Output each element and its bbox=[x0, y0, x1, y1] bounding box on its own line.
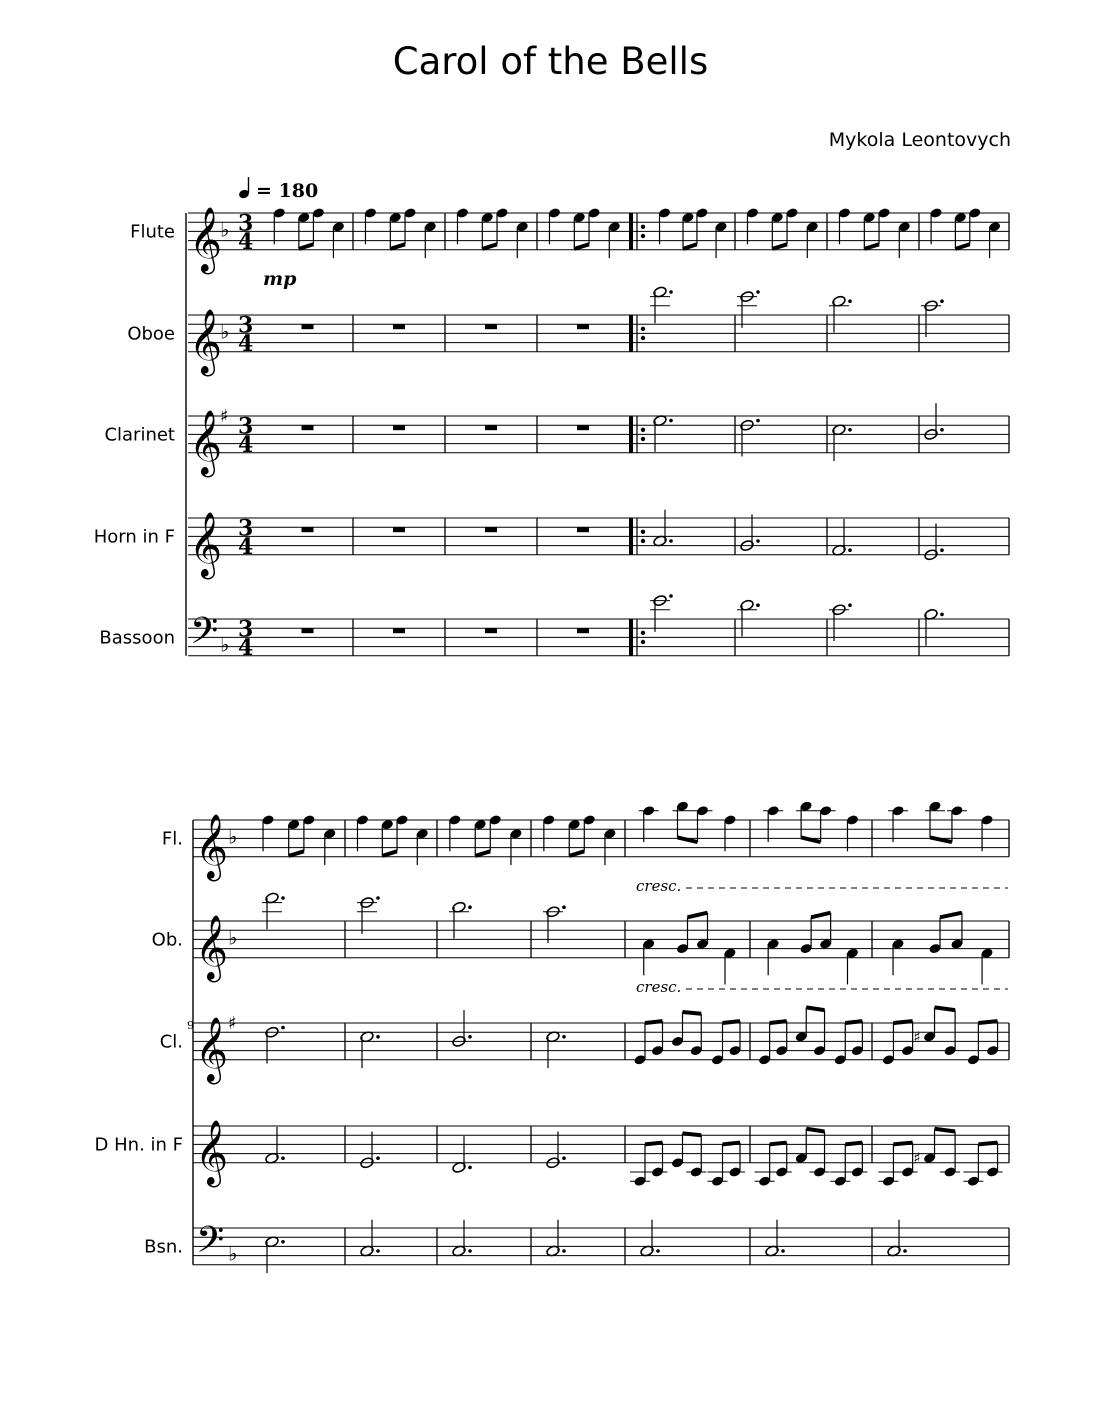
beam bbox=[645, 1021, 663, 1023]
augmentation-dot bbox=[376, 1035, 380, 1039]
beam bbox=[935, 1007, 956, 1010]
instrument-name: Oboe bbox=[127, 323, 175, 345]
augmentation-dot bbox=[562, 1156, 566, 1160]
instrument-name: D Hn. in F bbox=[94, 1134, 183, 1156]
tempo-marking bbox=[238, 177, 318, 202]
measure-rest bbox=[302, 324, 314, 329]
accidental: ♯ bbox=[913, 1149, 921, 1168]
treble-clef: 𝄞 bbox=[189, 511, 223, 577]
beam bbox=[645, 1143, 663, 1145]
beam bbox=[864, 244, 879, 249]
augmentation-dot bbox=[756, 419, 760, 423]
time-signature-bottom: 4 bbox=[238, 330, 254, 357]
beam bbox=[475, 851, 490, 856]
beam bbox=[893, 1143, 912, 1145]
augmentation-dot bbox=[940, 428, 944, 432]
repeat-barline bbox=[629, 213, 633, 250]
composer-name: Mykola Leontovych bbox=[828, 129, 1011, 151]
time-signature-bottom: 4 bbox=[238, 533, 254, 560]
instrument-name: Fl. bbox=[161, 828, 183, 850]
augmentation-dot bbox=[848, 299, 852, 303]
beam bbox=[770, 1143, 787, 1145]
repeat-barline bbox=[629, 619, 633, 656]
repeat-dot bbox=[641, 530, 645, 534]
bass-clef: 𝄢 bbox=[196, 1218, 225, 1270]
measure-rest bbox=[302, 628, 314, 633]
augmentation-dot bbox=[848, 603, 852, 607]
beam bbox=[574, 244, 589, 249]
repeat-dot bbox=[641, 428, 645, 432]
time-signature-top: 3 bbox=[238, 515, 254, 542]
augmentation-dot bbox=[562, 1249, 566, 1253]
instrument-name: Horn in F bbox=[93, 526, 175, 548]
measure-rest bbox=[393, 425, 405, 430]
augmentation-dot bbox=[468, 1249, 472, 1253]
augmentation-dot bbox=[281, 1026, 285, 1030]
repeat-dot bbox=[641, 327, 645, 331]
augmentation-dot bbox=[468, 1166, 472, 1170]
measure-rest bbox=[485, 527, 497, 532]
repeat-barline bbox=[629, 416, 633, 453]
augmentation-dot bbox=[281, 896, 285, 900]
instrument-name: Flute bbox=[130, 221, 175, 243]
augmentation-dot bbox=[468, 1035, 472, 1039]
beam bbox=[935, 1129, 956, 1132]
beam bbox=[683, 244, 697, 249]
beam bbox=[955, 244, 969, 249]
time-signature-top: 3 bbox=[238, 616, 254, 643]
beam bbox=[683, 1133, 702, 1135]
augmentation-dot bbox=[669, 594, 673, 598]
instrument-name: Bsn. bbox=[144, 1236, 183, 1258]
augmentation-dot bbox=[468, 905, 472, 909]
key-signature-flat: ♭ bbox=[220, 632, 230, 657]
time-signature-bottom: 4 bbox=[238, 431, 254, 458]
beam bbox=[806, 1007, 824, 1010]
tempo-text: = 180 bbox=[256, 180, 319, 202]
beam bbox=[482, 244, 497, 249]
beam bbox=[299, 244, 314, 249]
beam bbox=[723, 1143, 741, 1145]
measure-rest bbox=[577, 628, 589, 633]
treble-clef: 𝄞 bbox=[189, 409, 223, 475]
beam bbox=[770, 1021, 787, 1023]
augmentation-dot bbox=[756, 539, 760, 543]
repeat-dot bbox=[641, 336, 645, 340]
beam bbox=[772, 244, 787, 249]
key-signature-sharp: ♯ bbox=[228, 1013, 237, 1034]
dynamic-mp: mp bbox=[263, 268, 297, 290]
time-signature-bottom: 4 bbox=[238, 634, 254, 661]
key-signature-flat: ♭ bbox=[228, 1241, 238, 1266]
key-signature-flat: ♭ bbox=[220, 217, 230, 242]
beam bbox=[893, 1021, 912, 1023]
augmentation-dot bbox=[848, 428, 852, 432]
augmentation-dot bbox=[376, 1249, 380, 1253]
measure-rest bbox=[485, 425, 497, 430]
augmentation-dot bbox=[656, 1249, 660, 1253]
beam bbox=[940, 913, 962, 918]
augmentation-dot bbox=[562, 905, 566, 909]
repeat-dot bbox=[641, 437, 645, 441]
measure-rest bbox=[302, 527, 314, 532]
measure-rest bbox=[393, 527, 405, 532]
augmentation-dot bbox=[940, 613, 944, 617]
augmentation-dot bbox=[669, 539, 673, 543]
beam bbox=[683, 1012, 702, 1014]
cresc-oboe: cresc. bbox=[636, 877, 682, 895]
time-signature-bottom: 4 bbox=[238, 228, 254, 255]
measure-rest bbox=[393, 324, 405, 329]
augmentation-dot bbox=[281, 1156, 285, 1160]
repeat-dot bbox=[641, 640, 645, 644]
measure-number: 9 bbox=[187, 1019, 194, 1032]
key-signature-sharp: ♯ bbox=[220, 406, 229, 427]
beam bbox=[811, 913, 831, 918]
beam bbox=[289, 851, 304, 856]
beam bbox=[978, 1021, 997, 1023]
treble-clef: 𝄞 bbox=[195, 1016, 229, 1082]
beam bbox=[978, 1143, 997, 1145]
instrument-name: Bassoon bbox=[99, 627, 175, 649]
treble-clef: 𝄞 bbox=[195, 813, 229, 879]
repeat-dot bbox=[641, 225, 645, 229]
key-signature-flat: ♭ bbox=[228, 824, 238, 849]
augmentation-dot bbox=[848, 548, 852, 552]
accidental: ♯ bbox=[913, 1027, 921, 1046]
repeat-dot bbox=[641, 631, 645, 635]
score-title: Carol of the Bells bbox=[392, 40, 709, 83]
bass-clef: 𝄢 bbox=[190, 609, 219, 661]
augmentation-dot bbox=[756, 290, 760, 294]
beam bbox=[390, 244, 405, 249]
augmentation-dot bbox=[903, 1249, 907, 1253]
augmentation-dot bbox=[756, 603, 760, 607]
augmentation-dot bbox=[940, 548, 944, 552]
repeat-dot bbox=[641, 539, 645, 543]
augmentation-dot bbox=[940, 299, 944, 303]
repeat-barline bbox=[629, 315, 633, 352]
instrument-name: Clarinet bbox=[104, 424, 175, 446]
augmentation-dot bbox=[669, 290, 673, 294]
treble-clef: 𝄞 bbox=[189, 206, 223, 272]
instrument-name: Cl. bbox=[159, 1031, 183, 1053]
measure-rest bbox=[302, 425, 314, 430]
augmentation-dot bbox=[781, 1249, 785, 1253]
measure-rest bbox=[485, 324, 497, 329]
treble-clef: 𝄞 bbox=[195, 1119, 229, 1185]
augmentation-dot bbox=[281, 1240, 285, 1244]
beam bbox=[382, 851, 397, 856]
treble-clef: 𝄞 bbox=[195, 914, 229, 980]
repeat-dot bbox=[641, 234, 645, 238]
treble-clef: 𝄞 bbox=[189, 308, 223, 374]
measure-rest bbox=[577, 527, 589, 532]
measure-rest bbox=[485, 628, 497, 633]
augmentation-dot bbox=[562, 1035, 566, 1039]
measure-rest bbox=[393, 628, 405, 633]
time-signature-top: 3 bbox=[238, 312, 254, 339]
key-signature-flat: ♭ bbox=[228, 925, 238, 950]
augmentation-dot bbox=[669, 419, 673, 423]
beam bbox=[723, 1021, 741, 1023]
repeat-barline bbox=[629, 518, 633, 555]
measure-rest bbox=[577, 324, 589, 329]
augmentation-dot bbox=[376, 896, 380, 900]
time-signature-top: 3 bbox=[238, 210, 254, 237]
cresc-clarinet: cresc. bbox=[636, 978, 682, 996]
instrument-name: Ob. bbox=[151, 929, 183, 951]
beam bbox=[569, 851, 584, 856]
beam bbox=[806, 1129, 824, 1132]
beam bbox=[845, 1021, 862, 1023]
beam bbox=[688, 913, 708, 918]
measure-rest bbox=[577, 425, 589, 430]
time-signature-top: 3 bbox=[238, 413, 254, 440]
augmentation-dot bbox=[376, 1156, 380, 1160]
key-signature-flat: ♭ bbox=[220, 319, 230, 344]
beam bbox=[845, 1143, 862, 1145]
